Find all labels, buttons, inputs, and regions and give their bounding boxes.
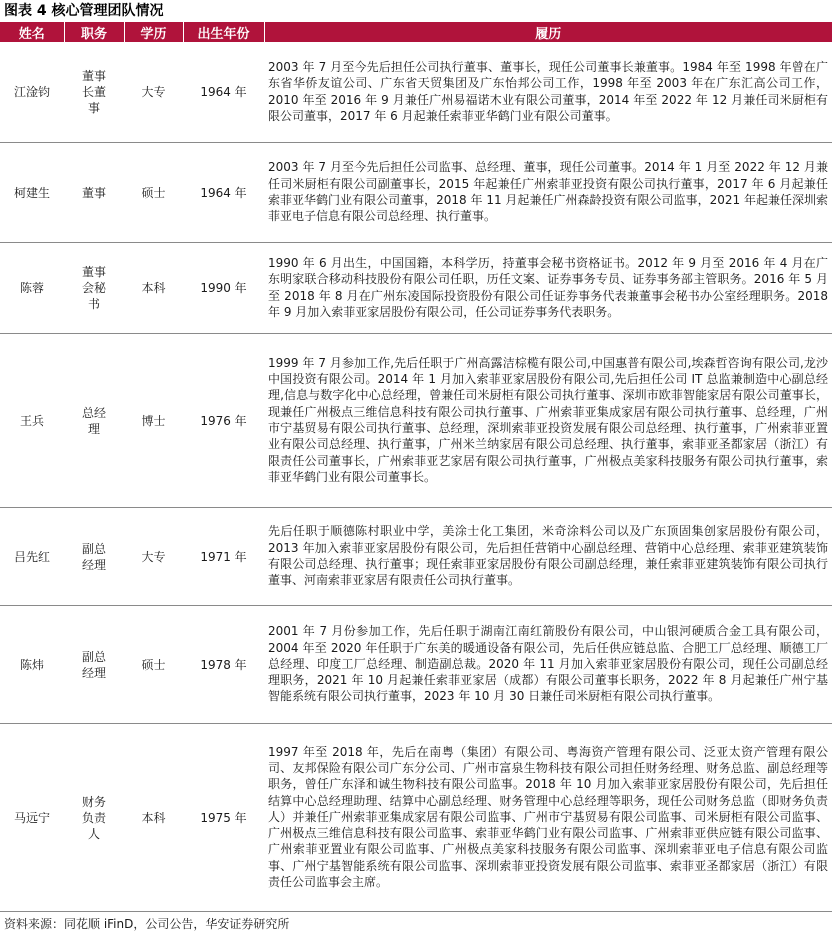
header-birth: 出生年份 <box>183 22 264 42</box>
cell-education: 本科 <box>124 724 183 912</box>
cell-resume: 2003 年 7 月至今先后担任公司监事、总经理、董事，现任公司董事。2014 年 1 月至 2022 年 12 月兼任司米厨柜有限公司副董事长，2015 年起兼任广州索菲亚投资有限公司执行董事，2017 年 6 月起兼任索菲亚华鹤门业有限公司董事，2018 年 11 月起兼任广州森龄投资有限公司监事，2021 年起兼任深圳索菲亚电子信息有限公司总经理、执行董事。 <box>264 143 832 243</box>
cell-birth: 1978 年 <box>183 606 264 724</box>
cell-resume: 2003 年 7 月至今先后担任公司执行董事、董事长，现任公司董事长兼董事。1984 年至 1998 年曾在广东省华侨友谊公司、广东省天贸集团及广东怡邦公司工作，1998 年至 2003 年在广东汇高公司工作，2010 年至 2016 年 9 月兼任广州易福诺木业有限公司董事，2014 年至 2022 年 12 月兼任司米厨柜有限公司董事，2017 年 6 月起兼任索菲亚华鹤门业有限公司董事。 <box>264 42 832 143</box>
cell-name: 陈炜 <box>0 606 64 724</box>
cell-position: 总经理 <box>64 334 124 508</box>
cell-position: 董事长董事 <box>64 42 124 143</box>
cell-education: 本科 <box>124 243 183 334</box>
source-note: 资料来源：同花顺 iFinD，公司公告，华安证券研究所 <box>4 917 290 931</box>
table-header-row <box>0 22 832 42</box>
cell-education: 博士 <box>124 334 183 508</box>
cell-resume: 2001 年 7 月份参加工作，先后任职于湖南江南红箭股份有限公司，中山银河硬质合金工具有限公司，2004 年至 2020 年任职于广东美的暖通设备有限公司，先后任供应链总监、合肥工厂总经理、顺德工厂总经理、印度工厂总经理、制造副总裁。2020 年 11 月加入索菲亚家居股份有限公司，现任公司副总经理职务，2021 年 10 月起兼任索菲亚家居（成都）有限公司董事长职务，2022 年 8 月起兼任广州宁基智能系统有限公司执行董事，2023 年 10 月 30 日兼任司米厨柜有限公司执行董事。 <box>264 606 832 724</box>
cell-position: 副总经理 <box>64 508 124 606</box>
table-row <box>0 334 832 508</box>
cell-name: 江淦钧 <box>0 42 64 143</box>
cell-birth: 1990 年 <box>183 243 264 334</box>
table-row <box>0 606 832 724</box>
cell-name: 王兵 <box>0 334 64 508</box>
management-table <box>0 22 832 912</box>
figure-title: 图表 4 核心管理团队情况 <box>4 3 164 19</box>
cell-birth: 1971 年 <box>183 508 264 606</box>
cell-education: 大专 <box>124 42 183 143</box>
table-row <box>0 508 832 606</box>
cell-education: 硕士 <box>124 143 183 243</box>
cell-education: 硕士 <box>124 606 183 724</box>
cell-birth: 1964 年 <box>183 143 264 243</box>
cell-birth: 1964 年 <box>183 42 264 143</box>
cell-name: 柯建生 <box>0 143 64 243</box>
header-education: 学历 <box>124 22 183 42</box>
table-row <box>0 42 832 143</box>
table-row <box>0 724 832 912</box>
cell-position: 董事 <box>64 143 124 243</box>
cell-education: 大专 <box>124 508 183 606</box>
table-row <box>0 243 832 334</box>
header-position: 职务 <box>64 22 124 42</box>
cell-birth: 1975 年 <box>183 724 264 912</box>
cell-name: 陈蓉 <box>0 243 64 334</box>
cell-resume: 1999 年 7 月参加工作,先后任职于广州高露洁棕榄有限公司,中国惠普有限公司,埃森哲咨询有限公司,龙沙中国投资有限公司。2014 年 1 月加入索菲亚家居股份有限公司,先后担任公司 IT 总监兼制造中心副总经理,信息与数字化中心总经理，曾兼任司米厨柜有限公司执行董事、深圳市欧菲智能家居有限公司董事长，现兼任广州极点三维信息科技有限公司执行董事、广州索菲亚集成家居有限公司执行董事、总经理，广州市宁基贸易有限公司执行董事、总经理，深圳索菲亚投资发展有限公司总经理、执行董事，广州索菲亚置业有限公司总经理、执行董事，广州米兰纳家居有限公司总经理、执行董事，索菲亚圣都家居（浙江）有限责任公司董事长，广州索菲亚艺家居有限公司执行董事，广州极点美家科技服务有限公司执行董事，索菲亚华鹤门业有限公司董事长。 <box>264 334 832 508</box>
cell-name: 马远宁 <box>0 724 64 912</box>
cell-resume: 1990 年 6 月出生，中国国籍，本科学历，持董事会秘书资格证书。2012 年 9 月至 2016 年 4 月在广东明家联合移动科技股份有限公司任职，历任文案、证券事务专员、证券事务部主管职务。2016 年 5 月至 2018 年 8 月在广州东凌国际投资股份有限公司任证券事务代表兼董事会秘书办公室经理职务。2018 年 9 月加入索菲亚家居股份有限公司，任公司证券事务代表职务。 <box>264 243 832 334</box>
cell-resume: 先后任职于顺德陈村职业中学，美涂士化工集团，米奇涂料公司以及广东顶固集创家居股份有限公司，2013 年加入索菲亚家居股份有限公司，先后担任营销中心副总经理、营销中心总经理、索菲亚建筑装饰有限公司总经理、执行董事；现任索菲亚家居股份有限公司副总经理，兼任索菲亚建筑装饰有限公司执行董事、河南索菲亚家居有限责任公司执行董事。 <box>264 508 832 606</box>
header-resume: 履历 <box>264 22 832 42</box>
header-name: 姓名 <box>0 22 64 42</box>
table-row <box>0 143 832 243</box>
cell-position: 财务负责人 <box>64 724 124 912</box>
cell-position: 董事会秘书 <box>64 243 124 334</box>
cell-position: 副总经理 <box>64 606 124 724</box>
cell-resume: 1997 年至 2018 年，先后在南粤（集团）有限公司、粤海资产管理有限公司、泛亚太资产管理有限公司、友邦保险有限公司广东分公司、广州市富泉生物科技有限公司担任财务经理、财务总监、副总经理等职务，曾任广东泽和诚生物科技有限公司监事。2018 年 10 月加入索菲亚家居股份有限公司，先后担任结算中心总经理助理、结算中心副总经理、财务管理中心总经理等职务，现任公司财务总监（即财务负责人）并兼任广州索菲亚集成家居有限公司监事、广州市宁基贸易有限公司监事、司米厨柜有限公司监事、广州极点三维信息科技有限公司监事、索菲亚华鹤门业有限公司监事、广州索菲亚供应链有限公司监事、广州索菲亚置业有限公司监事、广州极点美家科技服务有限公司监事、深圳索菲亚电子信息有限公司监事、广州宁基智能系统有限公司监事、深圳索菲亚投资发展有限公司监事、索菲亚圣都家居（浙江）有限责任公司监事会主席。 <box>264 724 832 912</box>
cell-birth: 1976 年 <box>183 334 264 508</box>
cell-name: 吕先红 <box>0 508 64 606</box>
